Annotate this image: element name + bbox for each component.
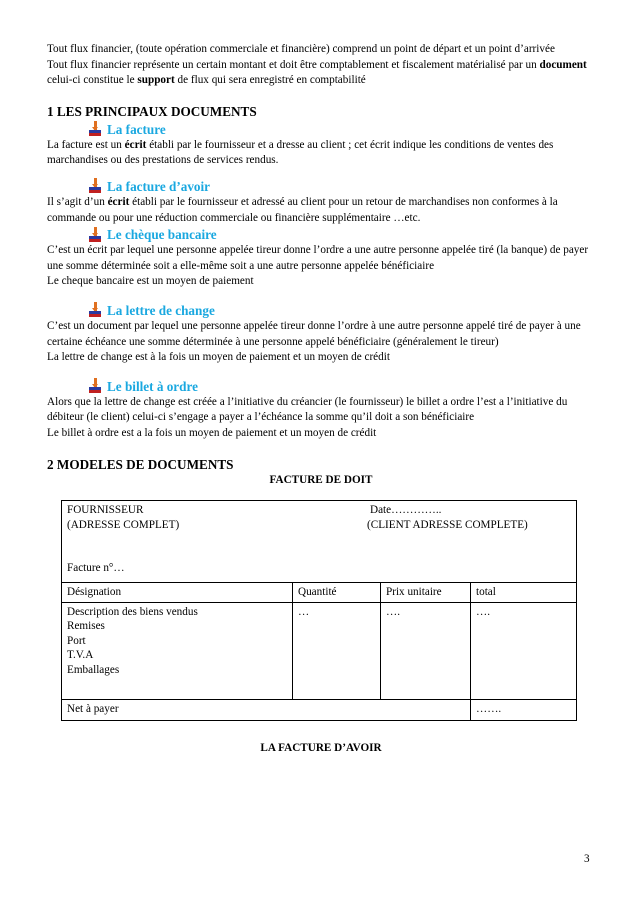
table-header-row (62, 583, 577, 603)
subtitle-avoir (89, 178, 595, 195)
facture-doit-caption: FACTURE DE DOIT (269, 473, 373, 486)
header-prix: Prix unitaire (381, 583, 471, 603)
intro-text: de flux qui sera enregistré en comptabilité (174, 74, 366, 87)
subtitle-cheque-label: Le chèque bancaire (107, 227, 217, 243)
client-address: (CLIENT ADRESSE COMPLETE) (367, 518, 528, 531)
table-row (62, 602, 577, 699)
intro-bold-support: support (137, 74, 175, 87)
header-total: total (471, 583, 577, 603)
subtitle-billet-label: Le billet à ordre (107, 378, 198, 394)
bullet-icon (89, 227, 101, 243)
page-number: 3 (584, 853, 590, 865)
qty-cell: … (293, 602, 381, 699)
bullet-icon (89, 178, 101, 194)
bullet-icon (89, 121, 101, 137)
lettre-text-2: La lettre de change est à la fois un moyen de paiement et un moyen de crédit (47, 351, 390, 364)
avoir-text-part: établi par le fournisseur et adressé au client pour un retour de marchandises non conformes à la commande ou pour une réduction commerciale ou financière supplémentaire …etc. (47, 195, 558, 224)
cheque-text-1: C’est un écrit par lequel une personne appelée tireur donne l’ordre a une autre personne appelée tiré (la banque) de payer une somme déterminée soit a elle-même soit a une autre personne appelée bénéficiaire (47, 244, 589, 272)
avoir-text-part: Il s’agit d’un (47, 195, 108, 208)
client-block (367, 503, 528, 532)
supplier-address: (ADRESSE COMPLET) (67, 518, 180, 531)
item-line: Description des biens vendus (67, 605, 198, 618)
document-page (47, 42, 595, 756)
intro-line-1: Tout flux financier, (toute opération commerciale et financière) comprend un point de départ et un point d’arrivée (47, 43, 555, 55)
items-cell (62, 602, 293, 699)
invoice-header-cell (62, 501, 577, 583)
avoir-text (47, 195, 595, 226)
subtitle-lettre (89, 302, 595, 319)
subtitle-lettre-label: La lettre de change (107, 302, 215, 318)
item-line: Emballages (67, 663, 120, 676)
facture-text (47, 138, 595, 169)
bullet-icon (89, 378, 101, 394)
net-label: Net à payer (62, 699, 471, 720)
item-line: T.V.A (67, 649, 94, 662)
subtitle-facture-label: La facture (107, 121, 166, 137)
intro-text: Tout flux financier représente un certain montant et doit être comptablement et fiscalement matérialisé par un (47, 58, 540, 71)
bullet-icon (89, 302, 101, 318)
subtitle-billet (89, 378, 595, 395)
section-1-title: 1 LES PRINCIPAUX DOCUMENTS (47, 103, 257, 119)
lettre-text-1: C’est un document par lequel une personne appelée tireur donne l’ordre à une autre personne appelé tiré de payer à une certaine échéance une somme déterminée à une personne appelé bénéficiaire (généralement le tireur) (47, 319, 581, 348)
date-label: Date………….. (370, 504, 442, 517)
header-quantite: Quantité (293, 583, 381, 603)
invoice-table (61, 500, 577, 721)
net-value: ……. (471, 699, 577, 720)
item-line: Port (67, 634, 86, 647)
billet-text-1: Alors que la lettre de change est créée a l’initiative du créancier (le fournisseur) le billet a ordre l’est a l’initiative du débiteur (le client) celui-ci s’engage a payer a l’échéance la somme qu’il doit a son bénéficiaire (47, 395, 568, 424)
subtitle-cheque (89, 226, 595, 243)
invoice-number: Facture n°… (67, 562, 125, 575)
subtitle-avoir-label: La facture d’avoir (107, 178, 211, 194)
intro-bold-document: document (539, 58, 587, 71)
supplier-label: FOURNISSEUR (67, 504, 144, 517)
facture-text-part: établi par le fournisseur et a dresse au client ; cet écrit indique les conditions de ventes des marchandises ou des prestations de services rendus. (47, 138, 554, 167)
billet-text-2: Le billet à ordre est a la fois un moyen de paiement et un moyen de crédit (47, 426, 377, 439)
facture-avoir-caption: LA FACTURE D’AVOIR (260, 741, 382, 754)
avoir-text-bold: écrit (107, 195, 130, 208)
facture-text-part: La facture est un (47, 138, 125, 151)
supplier-block (67, 503, 179, 532)
section-2-title: 2 MODELES DE DOCUMENTS (47, 456, 234, 472)
subtitle-facture (89, 121, 595, 138)
intro-text: celui-ci constitue le (47, 74, 138, 87)
intro-line-2 (47, 58, 595, 89)
price-cell: …. (381, 602, 471, 699)
cheque-text-2: Le cheque bancaire est un moyen de paiement (47, 275, 254, 288)
facture-text-bold: écrit (124, 138, 147, 151)
net-row (62, 699, 577, 720)
item-line: Remises (67, 620, 105, 633)
header-designation: Désignation (62, 583, 293, 603)
total-cell: …. (471, 602, 577, 699)
